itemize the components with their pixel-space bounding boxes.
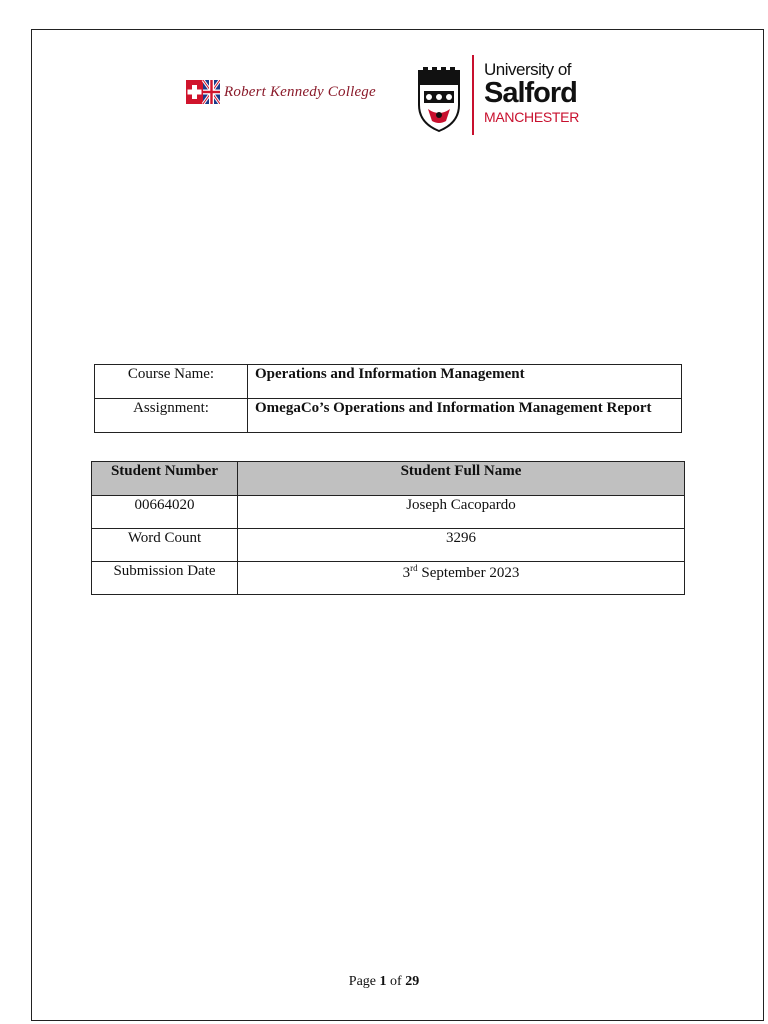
table-row: [95, 365, 682, 399]
word-count-label: Word Count: [92, 529, 238, 562]
salford-crest-icon: [416, 65, 462, 133]
logo-divider: [472, 55, 474, 135]
course-info-table: [94, 364, 682, 433]
table-row: [92, 529, 685, 562]
word-count-value: 3296: [238, 529, 685, 562]
submission-month-year: September 2023: [417, 565, 520, 581]
total-page-count: 29: [405, 974, 420, 989]
swiss-uk-flag-icon: [186, 80, 220, 104]
student-number-header: Student Number: [92, 462, 238, 496]
submission-date-value: [238, 562, 685, 595]
current-page-number: 1: [379, 974, 387, 989]
course-name-label: Course Name:: [95, 365, 248, 399]
page-number-footer: [0, 974, 768, 990]
submission-date-label: Submission Date: [92, 562, 238, 595]
salford-line-3: MANCHESTER: [484, 109, 580, 125]
table-row: [92, 496, 685, 529]
page-of: of: [386, 974, 406, 989]
student-number-value: 00664020: [92, 496, 238, 529]
assignment-value: OmegaCo’s Operations and Information Management Report: [248, 399, 682, 433]
student-full-name-header: Student Full Name: [238, 462, 685, 496]
salford-line-2: Salford: [484, 77, 577, 109]
table-row: [95, 399, 682, 433]
university-of-salford-logo: [416, 55, 579, 137]
assignment-label: Assignment:: [95, 399, 248, 433]
table-header-row: [92, 462, 685, 496]
table-row: [92, 562, 685, 595]
page-prefix: Page: [348, 974, 380, 989]
student-name-value: Joseph Cacopardo: [238, 496, 685, 529]
salford-wordmark: [484, 61, 579, 124]
course-name-value: Operations and Information Management: [248, 365, 682, 399]
salford-line-1: University of: [484, 60, 572, 79]
submission-day-suffix: rd: [410, 563, 418, 573]
student-info-table: [91, 461, 685, 595]
submission-day: 3: [402, 565, 411, 581]
rkc-wordmark: Robert Kennedy College: [224, 83, 376, 100]
robert-kennedy-college-logo: [186, 77, 376, 107]
